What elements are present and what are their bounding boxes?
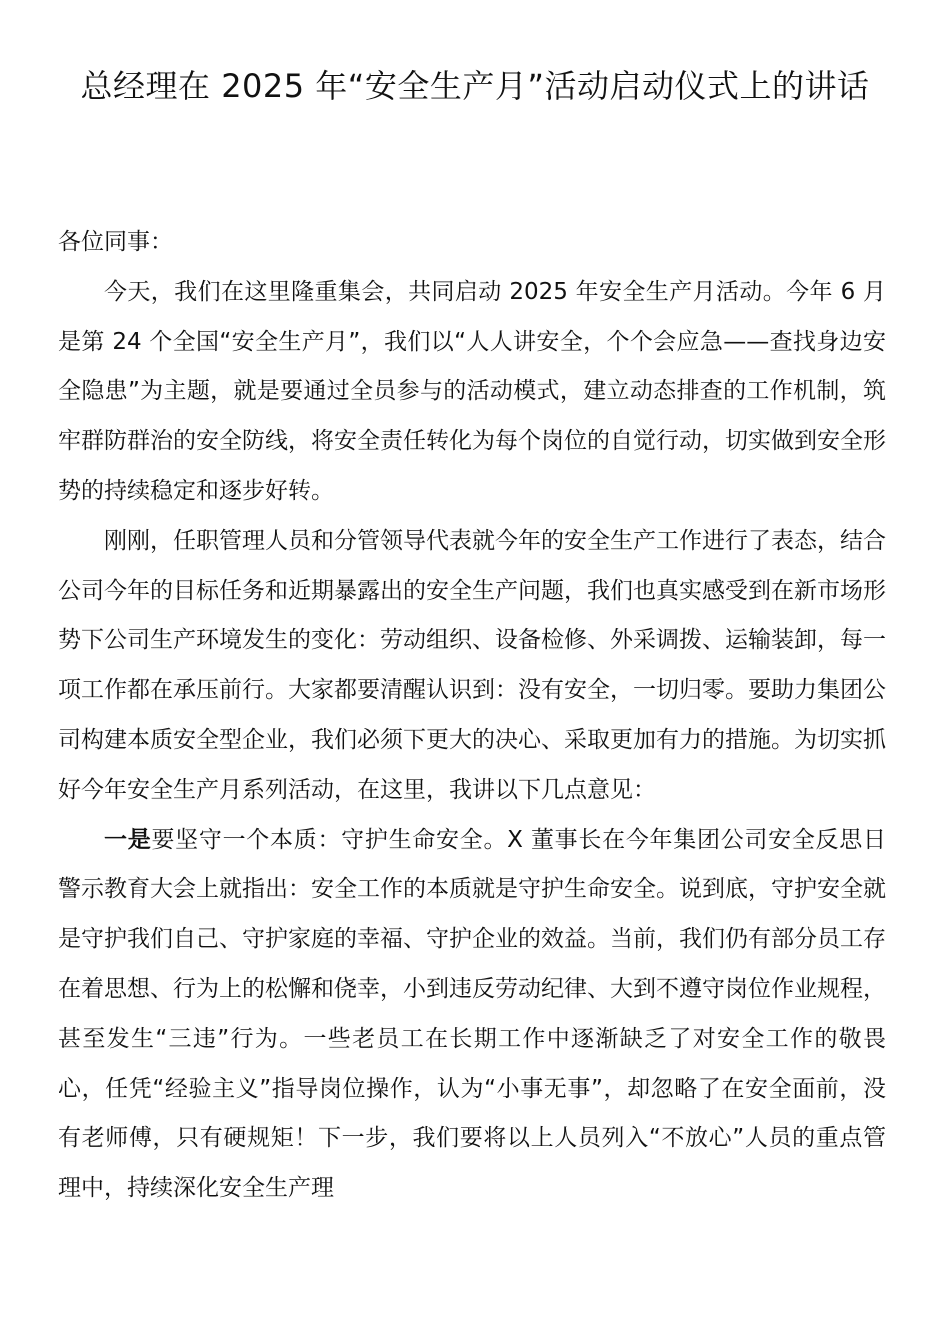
document-body bbox=[58, 218, 886, 1214]
paragraph-opening bbox=[58, 268, 886, 517]
paragraph-context bbox=[58, 517, 886, 816]
paragraph-text: 要坚守一个本质：守护生命安全。X 董事长在今年集团公司安全反思日警示教育大会上就指出：安全工作的本质就是守护生命安全。说到底，守护安全就是守护我们自己、守护家庭的幸福、守护企业的效益。当前，我们仍有部分员工存在着思想、行为上的松懈和侥幸，小到违反劳动纪律、大到不遵守岗位作业规程，甚至发生“三违”行为。一些老员工在长期工作中逐渐缺乏了对安全工作的敬畏心，任凭“经验主义”指导岗位操作，认为“小事无事”，却忽略了在安全面前，没有老师傅，只有硬规矩！下一步，我们要将以上人员列入“不放心”人员的重点管理中，持续深化安全生产理 bbox=[58, 826, 886, 1202]
paragraph-text: 刚刚，任职管理人员和分管领导代表就今年的安全生产工作进行了表态，结合公司今年的目标任务和近期暴露出的安全生产问题，我们也真实感受到在新市场形势下公司生产环境发生的变化：劳动组织、设备检修、外采调拨、运输装卸，每一项工作都在承压前行。大家都要清醒认识到：没有安全，一切归零。要助力集团公司构建本质安全型企业，我们必须下更大的决心、采取更加有力的措施。为切实抓好今年安全生产月系列活动，在这里，我讲以下几点意见： bbox=[58, 527, 886, 803]
document-title: 总经理在 2025 年“安全生产月”活动启动仪式上的讲话 bbox=[80, 67, 870, 105]
paragraph-text: 今天，我们在这里隆重集会，共同启动 2025 年安全生产月活动。今年 6 月是第 24 个全国“安全生产月”，我们以“人人讲安全，个个会应急——查找身边安全隐患”为主题，就是要通过全员参与的活动模式，建立动态排查的工作机制，筑牢群防群治的安全防线，将安全责任转化为每个岗位的自觉行动，切实做到安全形势的持续稳定和逐步好转。 bbox=[58, 278, 886, 504]
point-lead: 一是 bbox=[104, 826, 152, 853]
salutation: 各位同事： bbox=[58, 229, 173, 255]
paragraph-point-one bbox=[58, 816, 886, 1214]
